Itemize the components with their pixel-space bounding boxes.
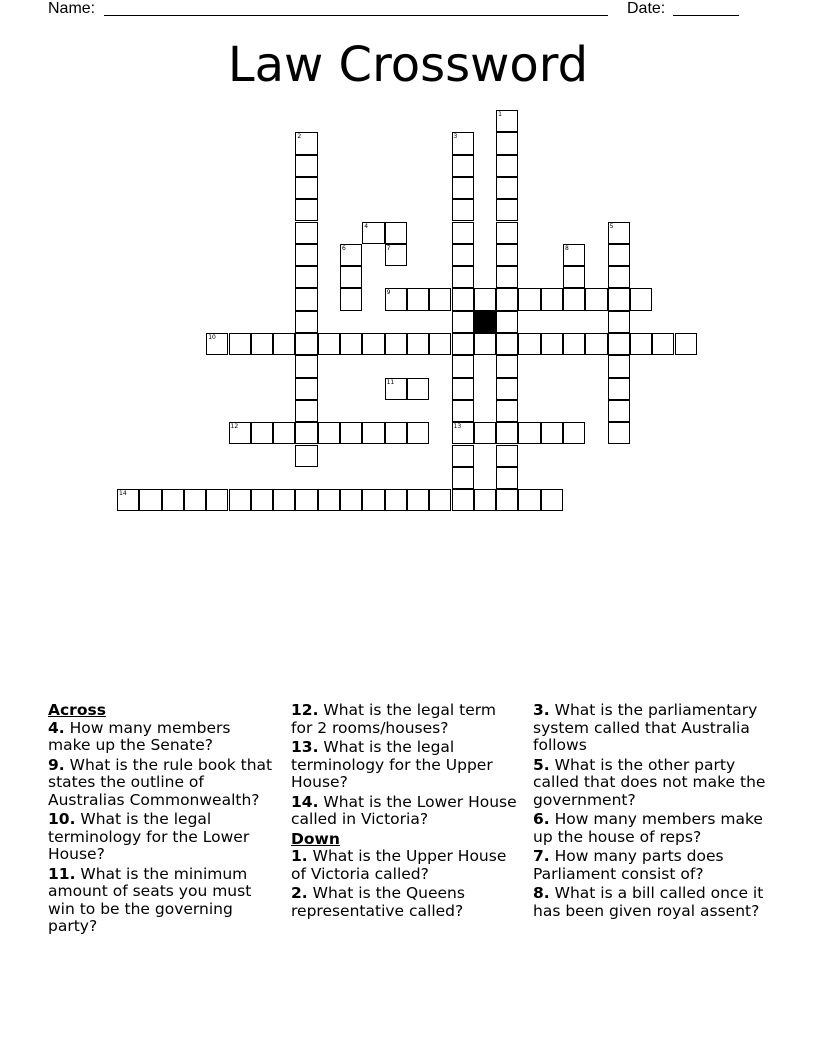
grid-cell[interactable] [630,288,652,310]
clue-item [291,885,517,920]
grid-cell[interactable] [452,177,474,199]
grid-cell[interactable] [496,155,518,177]
grid-cell[interactable] [273,333,295,355]
clue-item [48,720,274,755]
grid-cell[interactable] [139,489,161,511]
grid-cell[interactable] [162,489,184,511]
grid-cell[interactable] [362,333,384,355]
grid-cell[interactable] [295,378,317,400]
grid-cell[interactable] [474,422,496,444]
grid-cell[interactable] [452,222,474,244]
grid-cell[interactable] [295,489,317,511]
clue-item [48,811,274,864]
grid-cell[interactable] [496,467,518,489]
grid-cell[interactable] [362,222,384,244]
grid-cell[interactable] [318,489,340,511]
clue-item [291,739,517,792]
grid-cell[interactable] [518,333,540,355]
grid-cell[interactable] [318,422,340,444]
grid-cell[interactable] [295,288,317,310]
down-clue-list [291,848,517,920]
clue-item [48,866,274,936]
grid-cell[interactable] [563,244,585,266]
clue-item [533,757,773,810]
grid-cell[interactable] [295,422,317,444]
grid-cell[interactable] [295,266,317,288]
grid-cell[interactable] [541,288,563,310]
grid-cell[interactable] [608,266,630,288]
clue-item-text: What is the Lower House called in Victoria? [291,792,517,828]
clues-column-3 [533,702,773,922]
clue-number: 6 [342,244,346,252]
clue-number: 10 [208,334,216,341]
clue-number: 13 [453,423,462,431]
clue-item-number: 3. [533,701,550,719]
grid-cell[interactable] [385,378,407,400]
across-heading: Across [48,701,106,719]
grid-cell[interactable] [340,489,362,511]
page-title: Law Crossword [227,37,589,93]
grid-cell[interactable] [429,489,451,511]
clue-number: 8 [565,244,569,252]
grid-cell[interactable] [452,378,474,400]
grid-cell[interactable] [452,422,474,444]
grid-cell[interactable] [496,266,518,288]
grid-cell[interactable] [608,311,630,333]
black-cell [474,311,496,333]
grid-cell[interactable] [630,333,652,355]
grid-cell[interactable] [496,333,518,355]
clue-item-number: 1. [291,847,308,865]
grid-cell[interactable] [541,333,563,355]
grid-cell[interactable] [362,489,384,511]
grid-cell[interactable] [496,110,518,132]
clue-item-text: What is the legal terminology for the Lower House? [48,810,250,863]
grid-cell[interactable] [608,244,630,266]
clue-number: 7 [386,244,391,252]
grid-cell[interactable] [295,445,317,467]
clue-item-number: 2. [291,884,308,902]
clue-item [291,794,517,829]
grid-cell[interactable] [385,222,407,244]
grid-cell[interactable] [452,155,474,177]
name-label: Name: [48,0,96,17]
grid-cell[interactable] [295,222,317,244]
grid-cell[interactable] [496,132,518,154]
grid-cell[interactable] [585,288,607,310]
clue-item [291,702,517,737]
grid-cell[interactable] [452,400,474,422]
clue-number: 11 [386,378,395,386]
grid-cell[interactable] [541,489,563,511]
down-clue-list-continued [533,702,773,920]
grid-cell[interactable] [563,266,585,288]
clue-item-number: 6. [533,810,550,828]
clue-item [533,848,773,883]
clues-column-2 [291,702,517,922]
grid-cell[interactable] [251,333,273,355]
grid-cell[interactable] [429,288,451,310]
across-clue-list-continued [291,702,517,829]
grid-cell[interactable] [385,244,407,266]
clue-number: 14 [119,490,127,498]
grid-cell[interactable] [340,266,362,288]
clue-item-text: How many parts does Parliament consist of? [533,847,724,883]
clues-column-1 [48,702,274,938]
grid-cell[interactable] [474,288,496,310]
grid-cell[interactable] [608,400,630,422]
grid-cell[interactable] [608,422,630,444]
grid-cell[interactable] [496,244,518,266]
grid-cell[interactable] [452,333,474,355]
clue-item-number: 11. [48,864,76,883]
grid-cell[interactable] [608,355,630,377]
grid-cell[interactable] [295,177,317,199]
grid-cell[interactable] [229,489,251,511]
grid-cell[interactable] [340,288,362,310]
clue-item [533,811,773,846]
grid-cell[interactable] [385,333,407,355]
clue-item-text: What is the parliamentary system called that Australia follows [533,701,758,754]
grid-cell[interactable] [563,333,585,355]
clue-item-number: 7. [533,847,550,865]
clue-number: 12 [230,423,239,431]
grid-cell[interactable] [675,333,697,355]
grid-cell[interactable] [608,333,630,355]
grid-cell[interactable] [295,199,317,221]
grid-cell[interactable] [563,422,585,444]
grid-cell[interactable] [429,333,451,355]
clue-item [533,885,773,920]
grid-cell[interactable] [496,222,518,244]
clue-number: 2 [297,133,302,141]
clue-item-text: What is the Queens representative called? [291,884,465,920]
grid-cell[interactable] [496,445,518,467]
grid-cell[interactable] [184,489,206,511]
grid-cell[interactable] [407,288,429,310]
clue-item-text: How many members make up the house of reps? [533,810,763,846]
grid-cell[interactable] [206,333,228,355]
grid-cell[interactable] [452,445,474,467]
clue-item-text: What is the minimum amount of seats you must win to be the governing party? [48,864,252,935]
grid-cell[interactable] [318,333,340,355]
clue-number: 3 [453,133,458,141]
clue-item [533,702,773,755]
clue-item-text: What is the other party called that does not make the government? [533,755,766,809]
grid-cell[interactable] [496,288,518,310]
clue-item-text: What is a bill called once it has been given royal assent? [533,884,764,920]
clue-item [48,757,274,810]
clue-item-number: 4. [48,718,65,737]
grid-cell[interactable] [295,155,317,177]
clue-item [291,848,517,883]
grid-cell[interactable] [251,489,273,511]
grid-cell[interactable] [518,489,540,511]
grid-cell[interactable] [518,422,540,444]
grid-cell[interactable] [496,400,518,422]
grid-cell[interactable] [340,422,362,444]
grid-cell[interactable] [496,422,518,444]
grid-cell[interactable] [407,378,429,400]
grid-cell[interactable] [496,199,518,221]
grid-cell[interactable] [452,266,474,288]
grid-cell[interactable] [474,333,496,355]
grid-cell[interactable] [496,177,518,199]
grid-cell[interactable] [608,288,630,310]
grid-cell[interactable] [608,378,630,400]
grid-cell[interactable] [273,489,295,511]
clue-item-text: What is the legal terminology for the Upper House? [291,738,493,791]
grid-cell[interactable] [452,244,474,266]
clue-item-number: 8. [533,884,550,902]
grid-cell[interactable] [452,311,474,333]
clue-item-text: What is the rule book that states the outline of Australias Commonwealth? [48,755,273,809]
clue-item-number: 10. [48,810,76,828]
clue-item-text: What is the legal term for 2 rooms/houses? [291,701,496,737]
grid-cell[interactable] [407,422,429,444]
clue-item-number: 13. [291,738,319,756]
grid-cell[interactable] [385,489,407,511]
grid-cell[interactable] [452,489,474,511]
grid-cell[interactable] [385,288,407,310]
grid-cell[interactable] [251,422,273,444]
clue-item-number: 12. [291,701,319,719]
clue-number: 1 [498,111,502,118]
grid-cell[interactable] [652,333,674,355]
grid-cell[interactable] [229,422,251,444]
clue-item-text: How many members make up the Senate? [48,718,231,754]
grid-cell[interactable] [474,489,496,511]
clue-item-text: What is the Upper House of Victoria called? [291,847,507,883]
grid-cell[interactable] [385,422,407,444]
grid-cell[interactable] [541,422,563,444]
grid-cell[interactable] [452,132,474,154]
grid-cell[interactable] [585,333,607,355]
clue-number: 9 [386,289,391,297]
grid-cell[interactable] [496,489,518,511]
grid-cell[interactable] [229,333,251,355]
grid-cell[interactable] [117,489,139,511]
grid-cell[interactable] [452,288,474,310]
clue-item-number: 14. [291,792,319,811]
grid-cell[interactable] [563,288,585,310]
grid-cell[interactable] [206,489,228,511]
clue-number: 4 [364,222,369,230]
grid-cell[interactable] [452,355,474,377]
grid-cell[interactable] [340,333,362,355]
date-label: Date: [627,0,666,17]
grid-cell[interactable] [407,489,429,511]
grid-cell[interactable] [608,222,630,244]
grid-cell[interactable] [452,467,474,489]
clue-item-number: 5. [533,755,550,774]
grid-cell[interactable] [496,355,518,377]
grid-cell[interactable] [407,333,429,355]
grid-cell[interactable] [340,244,362,266]
grid-cell[interactable] [295,333,317,355]
grid-cell[interactable] [362,422,384,444]
grid-cell[interactable] [518,288,540,310]
grid-cell[interactable] [496,311,518,333]
grid-cell[interactable] [295,355,317,377]
grid-cell[interactable] [295,400,317,422]
clue-number: 5 [609,222,614,230]
grid-cell[interactable] [496,378,518,400]
grid-cell[interactable] [273,422,295,444]
across-clue-list [48,720,274,936]
grid-cell[interactable] [295,244,317,266]
grid-cell[interactable] [295,311,317,333]
down-heading: Down [291,829,340,848]
clue-item-number: 9. [48,755,65,774]
grid-cell[interactable] [295,132,317,154]
grid-cell[interactable] [452,199,474,221]
